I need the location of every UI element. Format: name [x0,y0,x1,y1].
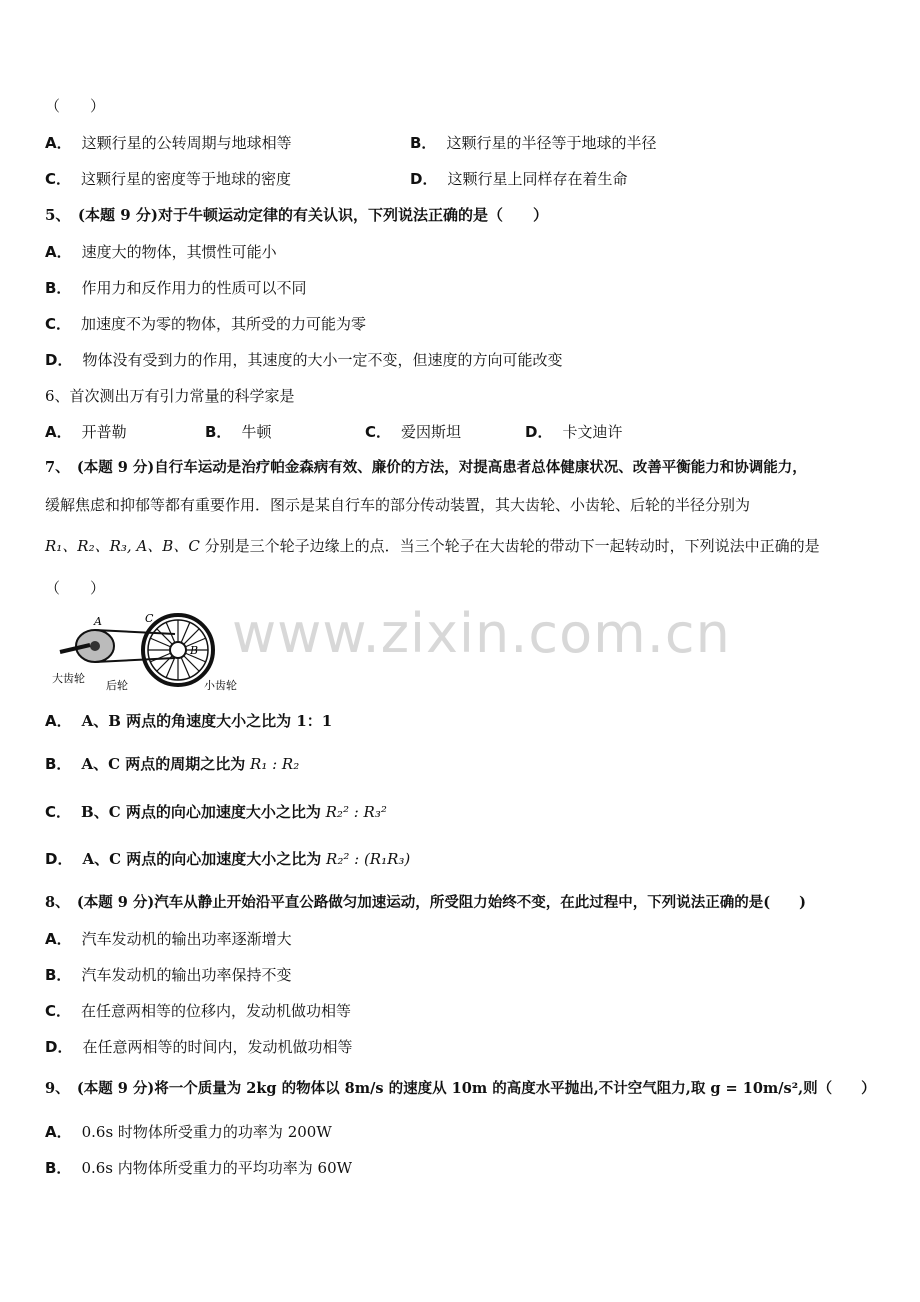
option-text: B、C 两点的向心加速度大小之比为 [81,803,321,821]
option-label: D． [45,1038,73,1056]
q9-option-b [45,1158,352,1178]
q8-option-a [45,929,292,949]
label-c: C [145,612,154,625]
big-gear-icon [60,630,114,662]
option-label: D． [410,170,438,188]
option-text: 在任意两相等的位移内，发动机做功相等 [81,1002,352,1020]
q7-paren: （ ） [45,579,106,597]
q7-stem-line2: 缓解焦虑和抑郁等都有重要作用．图示是某自行车的部分传动装置，其大齿轮、小齿轮、后轮的半径分别为 [45,496,751,514]
q7-stem-text: 分别是三个轮子边缘上的点．当三个轮子在大齿轮的带动下一起转动时，下列说法中正确的是 [204,537,820,555]
option-label: D． [525,423,553,441]
option-text: 速度大的物体，其惯性可能小 [81,243,277,261]
option-text: 牛顿 [241,423,272,441]
option-text: 汽车发动机的输出功率保持不变 [81,966,292,984]
label-big-gear: 大齿轮 [52,672,85,685]
label-rear-wheel: 后轮 [106,679,128,692]
option-label: A． [45,712,72,730]
rear-wheel-icon [143,615,213,685]
radii-symbols: R₁、R₂、R₃, A、B、C [45,537,200,555]
option-label: C． [45,1002,72,1020]
q8-option-d [45,1037,352,1057]
option-label: B． [410,134,437,152]
option-text: 爱因斯坦 [401,423,462,441]
q7-option-a [45,711,332,731]
option-label: D． [45,351,73,369]
option-label: A． [45,930,72,948]
option-text: 卡文迪许 [562,423,623,441]
option-label: A． [45,423,72,441]
option-label: C． [45,315,72,333]
option-text: 开普勒 [81,423,127,441]
option-text: A、C 两点的向心加速度大小之比为 [82,850,322,868]
option-math: R₂² : R₃² [325,803,387,821]
option-math: R₂² : (R₁R₃) [326,850,411,868]
q8-option-b [45,965,291,985]
q9-option-a [45,1122,332,1142]
q5-option-c [45,314,366,334]
q4-paren: （ ） [45,97,106,115]
option-label: B． [205,423,232,441]
label-small-gear: 小齿轮 [204,679,237,692]
q8-stem: 8、 (本题 9 分)汽车从静止开始沿平直公路做匀加速运动，所受阻力始终不变，在此过程中，下列说法正确的是( ) [45,894,806,911]
option-text: 这颗行星的半径等于地球的半径 [446,134,657,152]
option-label: A． [45,1123,72,1141]
option-text: 加速度不为零的物体，其所受的力可能为零 [81,315,367,333]
option-text: 0.6s 内物体所受重力的平均功率为 60W [81,1159,353,1177]
option-label: D． [45,850,73,868]
q7-option-c [45,802,387,822]
option-text: 在任意两相等的时间内，发动机做功相等 [82,1038,353,1056]
option-text: 作用力和反作用力的性质可以不同 [81,279,307,297]
q9-stem: 9、 (本题 9 分)将一个质量为 2kg 的物体以 8m/s 的速度从 10m 的高度水平抛出,不计空气阻力,取 g = 10m/s²,则（ ） [45,1080,876,1097]
q7-option-b [45,754,299,774]
q7-stem-line1: 7、 (本题 9 分)自行车运动是治疗帕金森病有效、廉价的方法，对提高患者总体健康状况、改善平衡能力和协调能力， [45,459,807,476]
option-text: 0.6s 时物体所受重力的功率为 200W [81,1123,332,1141]
label-b: B [190,644,199,657]
option-text: 这颗行星上同样存在着生命 [447,170,628,188]
option-label: B． [45,279,72,297]
q5-option-a [45,242,277,262]
q5-option-b [45,278,306,298]
bicycle-transmission-figure [50,612,250,694]
label-a: A [94,615,102,628]
q7-stem-line3 [45,536,820,556]
option-text: 物体没有受到力的作用，其速度的大小一定不变，但速度的方向可能改变 [82,351,563,369]
q4-options-row2 [45,169,875,189]
option-text: A、C 两点的周期之比为 [81,755,246,773]
option-label: B． [45,1159,72,1177]
option-label: A． [45,134,72,152]
q6-stem: 6、首次测出万有引力常量的科学家是 [45,387,295,405]
q7-option-d [45,849,410,869]
q5-option-d [45,350,562,370]
q5-stem: 5、 (本题 9 分)对于牛顿运动定律的有关认识，下列说法正确的是（ ） [45,206,549,224]
option-label: A． [45,243,72,261]
option-label: B． [45,966,72,984]
option-math: R₁ : R₂ [250,755,300,773]
option-text: A、B 两点的角速度大小之比为 1：1 [81,712,333,730]
option-text: 这颗行星的密度等于地球的密度 [81,170,292,188]
option-label: C． [45,170,72,188]
watermark: www.zixin.com.cn [232,602,731,665]
option-label: C． [45,803,72,821]
option-label: C． [365,423,392,441]
option-label: B． [45,755,72,773]
option-text: 汽车发动机的输出功率逐渐增大 [81,930,292,948]
q8-option-c [45,1001,351,1021]
option-text: 这颗行星的公转周期与地球相等 [81,134,292,152]
q4-options-row1 [45,133,875,153]
